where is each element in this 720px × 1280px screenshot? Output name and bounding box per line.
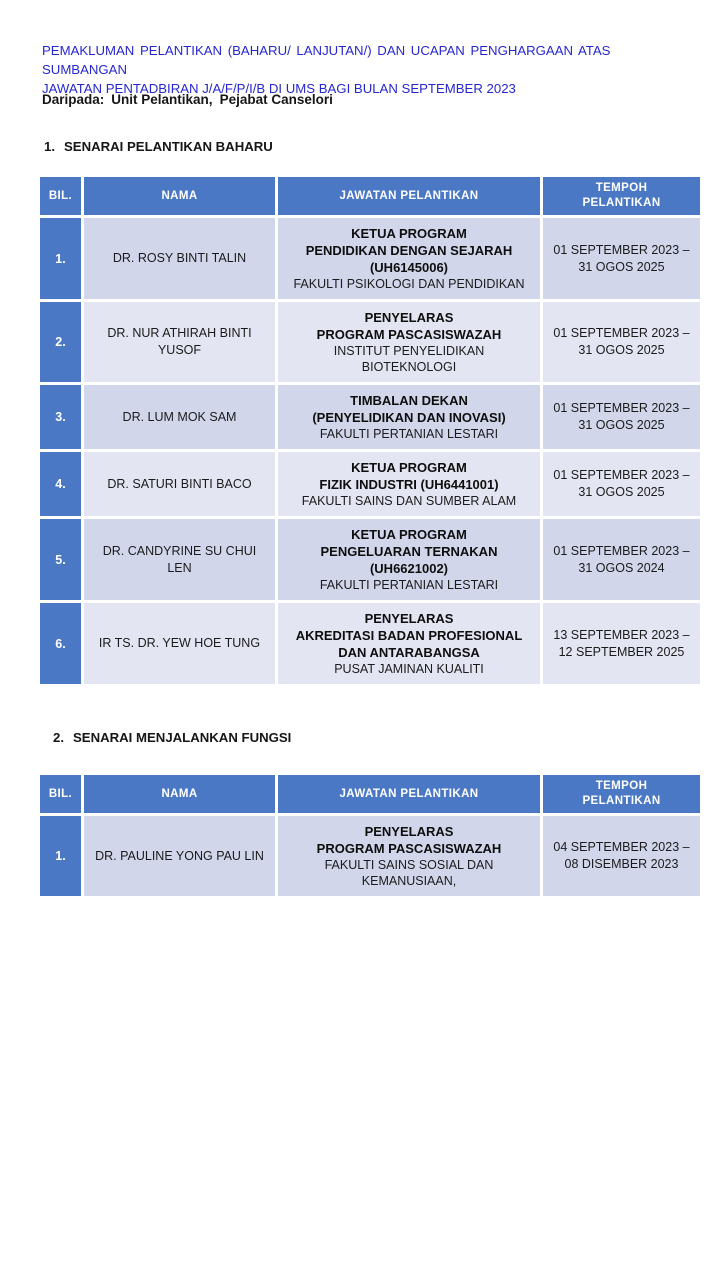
period-cell (543, 385, 700, 449)
name-line: DR. NUR ATHIRAH BINTI (107, 326, 252, 340)
position-dept-line: FAKULTI PERTANIAN LESTARI (319, 427, 499, 441)
period-line: 04 SEPTEMBER 2023 – (553, 840, 690, 854)
name-line: DR. PAULINE YONG PAU LIN (95, 848, 264, 863)
position-dept-line: FAKULTI SAINS DAN SUMBER ALAM (301, 494, 517, 508)
period-line: 31 OGOS 2025 (578, 485, 665, 499)
name-line: IR TS. DR. YEW HOE TUNG (98, 636, 261, 650)
header-nama: NAMA (84, 177, 275, 215)
position-title-line: KETUA PROGRAM (351, 226, 467, 241)
position-cell (278, 519, 540, 600)
row-number-cell: 5. (40, 519, 81, 600)
section-2-title: SENARAI MENJALANKAN FUNGSI (73, 730, 292, 745)
position-title-line: PROGRAM PASCASISWAZAH (316, 841, 502, 856)
appointments-table-acting (37, 772, 703, 899)
period-cell (543, 452, 700, 516)
name-cell (84, 218, 275, 299)
section-heading-1 (44, 139, 273, 154)
section-heading-2 (53, 730, 291, 745)
name-line: DR. LUM MOK SAM (122, 409, 237, 424)
section-1-title: SENARAI PELANTIKAN BAHARU (64, 139, 273, 154)
row-number-cell: 4. (40, 452, 81, 516)
period-cell (543, 302, 700, 382)
table-header-row (40, 775, 700, 813)
position-title-line: PENYELARAS (364, 611, 454, 626)
position-title-line: PENYELARAS (364, 310, 454, 325)
position-title-line: FIZIK INDUSTRI (UH6441001) (319, 477, 499, 492)
header-jawatan: JAWATAN PELANTIKAN (278, 177, 540, 215)
row-number-cell: 2. (40, 302, 81, 382)
period-line: 31 OGOS 2025 (578, 343, 665, 357)
name-line: DR. CANDYRINE SU CHUI (102, 543, 257, 558)
position-dept-line: KEMANUSIAAN, (361, 874, 457, 888)
header-tempoh-line1: TEMPOH (595, 780, 648, 792)
appointments-table-new (37, 174, 703, 687)
period-line: 01 SEPTEMBER 2023 – (553, 468, 690, 482)
position-title-line: PENDIDIKAN DENGAN SEJARAH (305, 243, 513, 258)
document-title (42, 41, 694, 98)
period-line: 01 SEPTEMBER 2023 – (553, 401, 690, 415)
position-dept-line: FAKULTI SAINS SOSIAL DAN (324, 858, 494, 872)
position-cell (278, 603, 540, 684)
section-2-number: 2. (53, 730, 64, 745)
header-tempoh (543, 177, 700, 215)
header-tempoh-line2: PELANTIKAN (582, 795, 661, 807)
position-title-line: KETUA PROGRAM (351, 460, 467, 475)
position-title-line: PROGRAM PASCASISWAZAH (316, 327, 502, 342)
period-line: 31 OGOS 2024 (578, 560, 665, 575)
header-bil: BIL. (40, 177, 81, 215)
position-cell (278, 302, 540, 382)
position-cell (278, 385, 540, 449)
header-tempoh-line2: PELANTIKAN (582, 197, 661, 209)
period-cell (543, 816, 700, 896)
document-title-line2: JAWATAN PENTADBIRAN J/A/F/P/I/B DI UMS BAGI BULAN SEPTEMBER 2023 (42, 81, 516, 96)
header-tempoh (543, 775, 700, 813)
period-line: 31 OGOS 2025 (578, 259, 665, 274)
header-tempoh-line1: TEMPOH (595, 182, 648, 194)
position-title-line: AKREDITASI BADAN PROFESIONAL (295, 628, 523, 643)
period-line: 01 SEPTEMBER 2023 – (553, 242, 690, 257)
name-cell (84, 816, 275, 896)
table-row (40, 218, 700, 299)
name-cell (84, 302, 275, 382)
table-row (40, 302, 700, 382)
period-line: 31 OGOS 2025 (578, 418, 665, 432)
name-line: DR. SATURI BINTI BACO (107, 476, 252, 491)
position-title-line: (UH6145006) (369, 260, 449, 275)
table-row (40, 603, 700, 684)
from-line (42, 92, 340, 107)
position-cell (278, 218, 540, 299)
position-dept-line: FAKULTI PERTANIAN LESTARI (319, 578, 499, 592)
table-row (40, 816, 700, 896)
from-office: Pejabat Canselori (219, 92, 333, 107)
position-dept-line: INSTITUT PENYELIDIKAN (333, 344, 485, 358)
period-cell (543, 218, 700, 299)
position-cell (278, 452, 540, 516)
position-dept-line: BIOTEKNOLOGI (361, 360, 457, 374)
row-number-cell: 1. (40, 816, 81, 896)
position-title-line: KETUA PROGRAM (351, 527, 467, 542)
position-title-line: PENGELUARAN TERNAKAN (320, 544, 498, 559)
name-line: YUSOF (157, 343, 202, 357)
header-bil: BIL. (40, 775, 81, 813)
position-title-line: TIMBALAN DEKAN (350, 393, 468, 408)
row-number-cell: 1. (40, 218, 81, 299)
table-row (40, 385, 700, 449)
position-dept-line: FAKULTI PSIKOLOGI DAN PENDIDIKAN (293, 277, 525, 291)
name-cell (84, 519, 275, 600)
name-cell (84, 385, 275, 449)
document-title-line1: PEMAKLUMAN PELANTIKAN (BAHARU/ LANJUTAN/) DAN UCAPAN PENGHARGAAN ATAS SUMBANGAN (42, 43, 611, 77)
period-line: 01 SEPTEMBER 2023 – (553, 326, 690, 340)
position-title-line: (UH6621002) (369, 561, 449, 576)
table-header-row (40, 177, 700, 215)
section-1-number: 1. (44, 139, 55, 154)
name-cell (84, 603, 275, 684)
period-line: 13 SEPTEMBER 2023 – (553, 627, 690, 642)
row-number-cell: 6. (40, 603, 81, 684)
position-title-line: DAN ANTARABANGSA (338, 645, 480, 660)
position-title-line: (PENYELIDIKAN DAN INOVASI) (312, 410, 506, 425)
name-line: LEN (167, 560, 192, 575)
period-line: 01 SEPTEMBER 2023 – (553, 543, 690, 558)
table-row (40, 519, 700, 600)
position-cell (278, 816, 540, 896)
period-cell (543, 603, 700, 684)
position-title-line: PENYELARAS (364, 824, 454, 839)
period-line: 08 DISEMBER 2023 (564, 857, 679, 871)
name-cell (84, 452, 275, 516)
from-unit: Unit Pelantikan, (111, 92, 213, 107)
from-label: Daripada: (42, 92, 105, 107)
row-number-cell: 3. (40, 385, 81, 449)
table-row (40, 452, 700, 516)
name-line: DR. ROSY BINTI TALIN (112, 251, 247, 265)
period-line: 12 SEPTEMBER 2025 (558, 644, 685, 659)
period-cell (543, 519, 700, 600)
position-dept-line: PUSAT JAMINAN KUALITI (334, 662, 484, 676)
header-nama: NAMA (84, 775, 275, 813)
header-jawatan: JAWATAN PELANTIKAN (278, 775, 540, 813)
